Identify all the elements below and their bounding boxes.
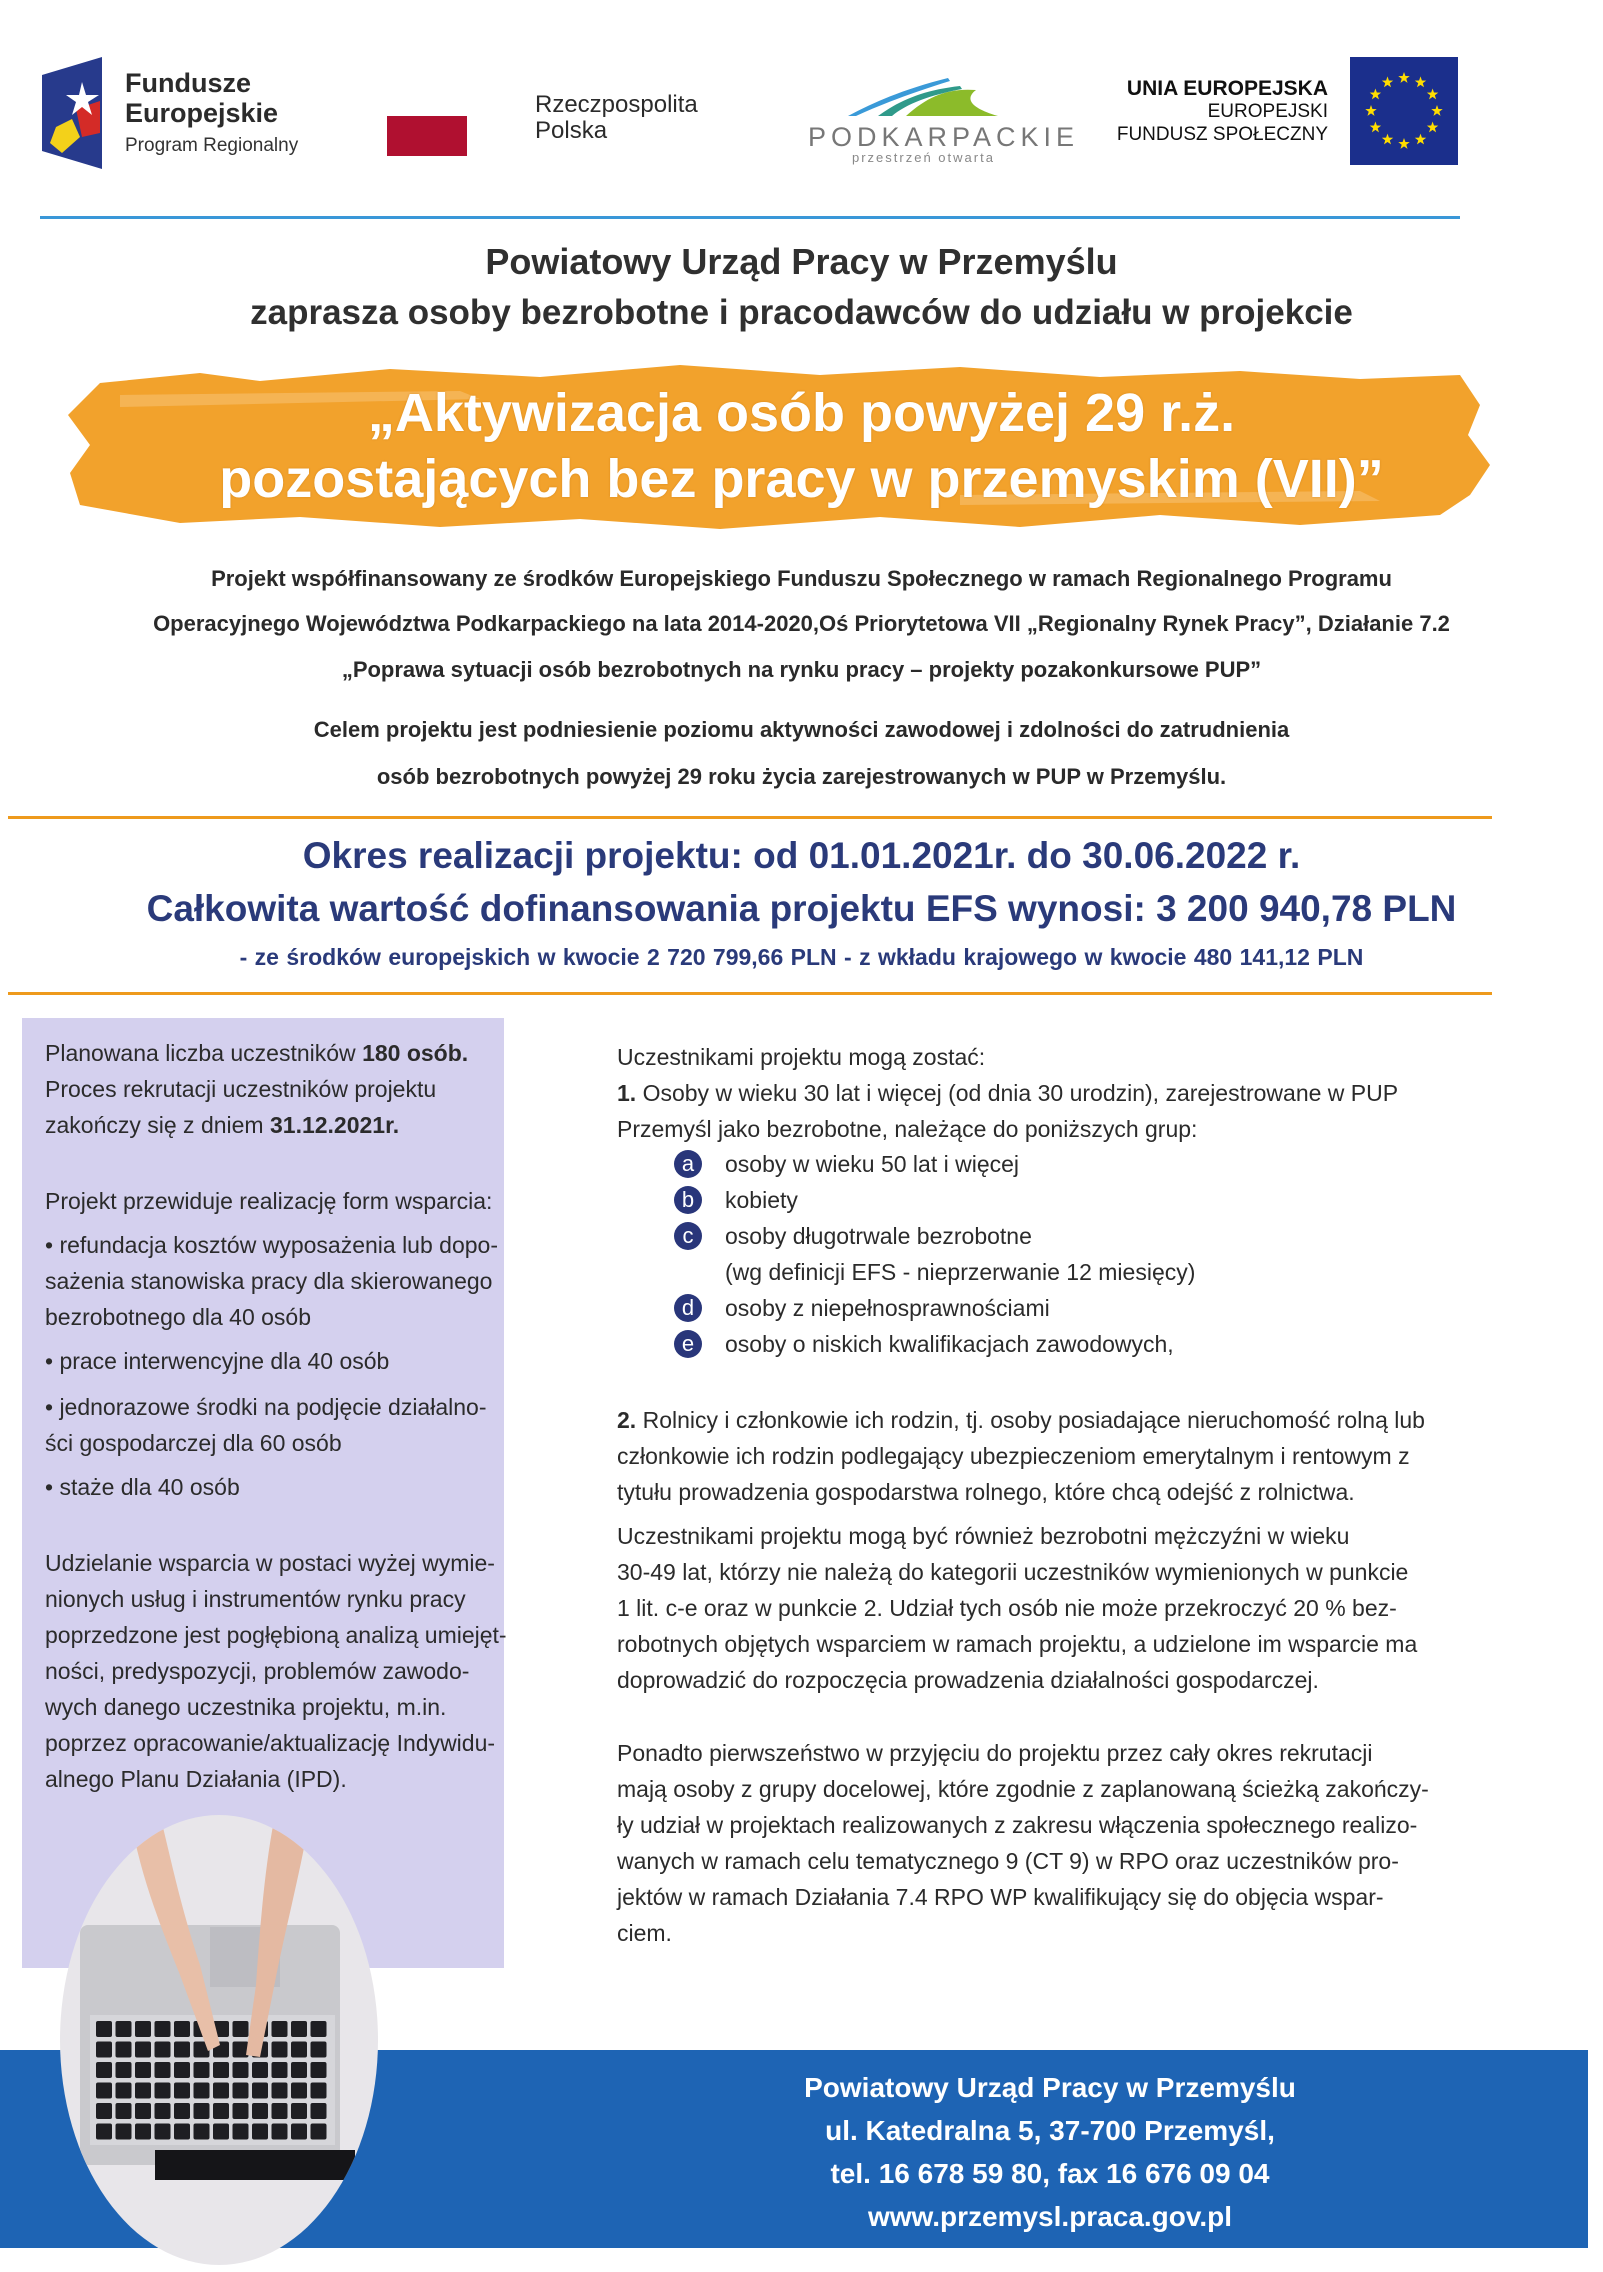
- support-line1: Udzielanie wsparcia w postaci wyżej wymie-: [45, 1550, 495, 1576]
- bullet-1-line3: bezrobotnego dla 40 osób: [45, 1304, 311, 1330]
- keyboard-key-icon: [116, 2103, 132, 2119]
- rp-line1: Rzeczpospolita: [535, 91, 698, 118]
- support-line5: wych danego uczestnika projektu, m.in.: [45, 1694, 447, 1720]
- point-1-line1: [617, 1082, 1577, 1105]
- keyboard-key-icon: [174, 2042, 190, 2058]
- keyboard-key-icon: [96, 2021, 112, 2037]
- keyboard-key-icon: [311, 2062, 327, 2078]
- keyboard-key-icon: [311, 2083, 327, 2099]
- priority-paragraph-line3: ły udział w projektach realizowanych z zakresu włączenia społecznego realizo-: [617, 1812, 1418, 1838]
- recruitment-line1: Proces rekrutacji uczestników projektu: [45, 1076, 437, 1102]
- keyboard-key-icon: [135, 2042, 151, 2058]
- eu-star-icon: [1431, 105, 1442, 116]
- keyboard-key-icon: [291, 2062, 307, 2078]
- invitation-line1: Powiatowy Urząd Pracy w Przemyślu: [485, 241, 1118, 282]
- keyboard-key-icon: [311, 2042, 327, 2058]
- recruit-prefix: zakończy się z dniem: [45, 1112, 270, 1138]
- keyboard-key-icon: [252, 2124, 268, 2140]
- keyboard-key-icon: [174, 2062, 190, 2078]
- bullet-3-line1: • jednorazowe środki na podjęcie działalno-: [45, 1394, 487, 1420]
- group-b-text: kobiety: [725, 1187, 798, 1213]
- keyboard-key-icon: [252, 2062, 268, 2078]
- financing-line1: Projekt współfinansowany ze środków Europejskiego Funduszu Społecznego w ramach Regionalnego Programu: [211, 566, 1392, 591]
- group-d-text: osoby z niepełnosprawnościami: [725, 1295, 1050, 1321]
- priority-paragraph-line2: mają osoby z grupy docelowej, które zgodnie z zaplanowaną ścieżką zakończy-: [617, 1776, 1429, 1802]
- keyboard-key-icon: [116, 2083, 132, 2099]
- group-a-text: osoby w wieku 50 lat i więcej: [725, 1151, 1020, 1177]
- group-c-text: osoby długotrwale bezrobotne: [725, 1223, 1032, 1249]
- keyboard-key-icon: [96, 2124, 112, 2140]
- group-d-badge: [674, 1294, 702, 1322]
- keyboard-key-icon: [272, 2062, 288, 2078]
- keyboard-key-icon: [155, 2103, 171, 2119]
- letter-e-icon: e: [674, 1330, 702, 1358]
- eu-star-icon: [1415, 134, 1426, 145]
- recruitment-line2: [45, 1114, 605, 1137]
- keyboard-key-icon: [96, 2042, 112, 2058]
- point-2-line1: [617, 1409, 1577, 1432]
- fe-line3: Program Regionalny: [125, 135, 299, 156]
- bullet-4: • staże dla 40 osób: [45, 1474, 240, 1500]
- point-2-line2: członkowie ich rodzin podlegający ubezpieczeniom emerytalnym i rentowym z: [617, 1443, 1410, 1469]
- point-1-text: Osoby w wieku 30 lat i więcej (od dnia 30 urodzin), zarejestrowane w PUP: [636, 1080, 1399, 1106]
- eu-star-icon: [1365, 105, 1376, 116]
- eu-star-icon: [1382, 134, 1393, 145]
- bullet-1-line1: • refundacja kosztów wyposażenia lub dopo-: [45, 1232, 498, 1258]
- financing-line3: „Poprawa sytuacji osób bezrobotnych na rynku pracy – projekty pozakonkursowe PUP”: [341, 657, 1262, 682]
- keyboard-key-icon: [135, 2103, 151, 2119]
- keyboard-key-icon: [272, 2021, 288, 2037]
- keyboard-key-icon: [96, 2083, 112, 2099]
- keyboard-key-icon: [135, 2062, 151, 2078]
- eu-star-icon: [1427, 122, 1438, 133]
- ue-line2: EUROPEJSKI: [1207, 101, 1328, 123]
- support-line6: poprzez opracowanie/aktualizację Indywidu-: [45, 1730, 496, 1756]
- planned-participants: [45, 1042, 605, 1065]
- fundusze-europejskie-logo-icon: [42, 57, 102, 169]
- keyboard-key-icon: [213, 2124, 229, 2140]
- keyboard-key-icon: [116, 2021, 132, 2037]
- project-title-line1: „Aktywizacja osób powyżej 29 r.ż.: [367, 383, 1236, 443]
- podkarpackie-name: PODKARPACKIE: [808, 122, 1080, 152]
- keyboard-key-icon: [155, 2124, 171, 2140]
- men-paragraph-line4: robotnych objętych wsparciem w ramach projektu, a udzielone im wsparcie ma: [617, 1631, 1418, 1657]
- fe-line2: Europejskie: [125, 98, 279, 128]
- keyboard-key-icon: [155, 2062, 171, 2078]
- keyboard-key-icon: [155, 2042, 171, 2058]
- bullet-3-line2: ści gospodarczej dla 60 osób: [45, 1430, 342, 1456]
- keyboard-key-icon: [116, 2062, 132, 2078]
- keyboard-key-icon: [291, 2042, 307, 2058]
- keyboard-key-icon: [213, 2083, 229, 2099]
- rp-line2: Polska: [535, 117, 608, 144]
- support-line7: alnego Planu Działania (IPD).: [45, 1766, 347, 1792]
- invitation-line2: zaprasza osoby bezrobotne i pracodawców do udziału w projekcie: [250, 293, 1353, 332]
- point-2-text: Rolnicy i członkowie ich rodzin, tj. osoby posiadające nieruchomość rolną lub: [636, 1407, 1425, 1433]
- keyboard-key-icon: [96, 2103, 112, 2119]
- bullet-1-line2: sażenia stanowiska pracy dla skierowanego: [45, 1268, 493, 1294]
- eu-flag-icon: [1350, 57, 1458, 165]
- project-total-value: Całkowita wartość dofinansowania projektu EFS wynosi: 3 200 940,78 PLN: [146, 888, 1457, 929]
- keyboard-key-icon: [272, 2042, 288, 2058]
- keyboard-key-icon: [311, 2021, 327, 2037]
- letter-c-icon: c: [674, 1222, 702, 1250]
- keyboard-key-icon: [233, 2062, 249, 2078]
- summary-divider-bottom: [8, 992, 1492, 995]
- project-value-breakdown: - ze środków europejskich w kwocie 2 720 799,66 PLN - z wkładu krajowego w kwocie 480 141,12 PLN: [239, 944, 1364, 970]
- keyboard-key-icon: [155, 2021, 171, 2037]
- forms-heading: Projekt przewiduje realizację form wsparcia:: [45, 1188, 493, 1214]
- keyboard-key-icon: [194, 2062, 210, 2078]
- unia-europejska-text: [1060, 76, 1328, 147]
- eu-star-icon: [1382, 76, 1393, 87]
- podkarpackie-swoosh-icon: [848, 70, 998, 118]
- keyboard-key-icon: [291, 2103, 307, 2119]
- keyboard-key-icon: [96, 2062, 112, 2078]
- keyboard-key-icon: [155, 2083, 171, 2099]
- point-2-number: 2.: [617, 1407, 637, 1433]
- priority-paragraph-line4: wanych w ramach celu tematycznego 9 (CT 9) w RPO oraz uczestników pro-: [617, 1848, 1399, 1874]
- bullet-2: • prace interwencyjne dla 40 osób: [45, 1348, 390, 1374]
- eu-star-icon: [1398, 138, 1409, 149]
- keyboard-key-icon: [272, 2083, 288, 2099]
- eu-star-icon: [1398, 72, 1409, 83]
- group-a-badge: [674, 1150, 702, 1178]
- keyboard-key-icon: [233, 2103, 249, 2119]
- priority-paragraph-line1: Ponadto pierwszeństwo w przyjęciu do projektu przez cały okres rekrutacji: [617, 1740, 1373, 1766]
- group-e-badge: [674, 1330, 702, 1358]
- recruit-date: 31.12.2021r.: [269, 1112, 400, 1138]
- men-paragraph-line3: 1 lit. c-e oraz w punkcie 2. Udział tych osób nie może przekroczyć 20 % bez-: [617, 1595, 1397, 1621]
- participants-heading: Uczestnikami projektu mogą zostać:: [617, 1044, 986, 1070]
- keyboard-key-icon: [252, 2083, 268, 2099]
- polish-flag-icon: [387, 116, 467, 156]
- keyboard-key-icon: [135, 2124, 151, 2140]
- group-e-text: osoby o niskich kwalifikacjach zawodowych,: [725, 1331, 1174, 1357]
- project-title-line2: pozostających bez pracy w przemyskim (VII)”: [219, 449, 1384, 509]
- eu-star-icon: [1415, 76, 1426, 87]
- group-b-badge: [674, 1186, 702, 1214]
- point-2-line3: tytułu prowadzenia gospodarstwa rolnego, które chcą odejść z rolnictwa.: [617, 1479, 1355, 1505]
- letter-b-icon: b: [674, 1186, 702, 1214]
- keyboard-key-icon: [213, 2062, 229, 2078]
- podkarpackie-tagline: przestrzeń otwarta: [852, 150, 995, 165]
- keyboard-key-icon: [194, 2103, 210, 2119]
- laptop-hands-photo: [60, 1815, 378, 2265]
- keyboard-key-icon: [213, 2103, 229, 2119]
- keyboard-key-icon: [174, 2124, 190, 2140]
- keyboard-key-icon: [135, 2021, 151, 2037]
- planned-prefix: Planowana liczba uczestników: [45, 1040, 363, 1066]
- group-c-extra: (wg definicji EFS - nieprzerwanie 12 miesięcy): [725, 1259, 1196, 1285]
- header-divider: [40, 216, 1460, 219]
- keyboard-key-icon: [194, 2083, 210, 2099]
- support-line4: ności, predyspozycji, problemów zawodo-: [45, 1658, 470, 1684]
- letter-a-icon: a: [674, 1150, 702, 1178]
- laptop-illustration-icon: [60, 1815, 378, 2265]
- point-1-line2: Przemyśl jako bezrobotne, należące do poniższych grup:: [617, 1116, 1198, 1142]
- eu-star-icon: [1370, 122, 1381, 133]
- rzeczpospolita-text: [535, 92, 698, 144]
- keyboard-key-icon: [272, 2103, 288, 2119]
- keyboard-key-icon: [311, 2103, 327, 2119]
- letter-d-icon: d: [674, 1294, 702, 1322]
- summary-divider-top: [8, 816, 1492, 819]
- keyboard-key-icon: [233, 2083, 249, 2099]
- keyboard-key-icon: [291, 2021, 307, 2037]
- financing-line2: Operacyjnego Województwa Podkarpackiego na lata 2014-2020,Oś Priorytetowa VII „Regionalny Rynek Pracy”, Działanie 7.2: [153, 611, 1450, 636]
- eu-star-icon: [1370, 89, 1381, 100]
- keyboard-key-icon: [233, 2124, 249, 2140]
- footer-phone-fax: tel. 16 678 59 80, fax 16 676 09 04: [830, 2158, 1270, 2189]
- men-paragraph-line2: 30-49 lat, którzy nie należą do kategorii uczestników wymienionych w punkcie: [617, 1559, 1409, 1585]
- support-line3: poprzedzone jest pogłębioną analizą umiejęt-: [45, 1622, 507, 1648]
- keyboard-key-icon: [194, 2124, 210, 2140]
- goal-line1: Celem projektu jest podniesienie poziomu aktywności zawodowej i zdolności do zatrudnienia: [313, 717, 1290, 742]
- men-paragraph-line1: Uczestnikami projektu mogą być również bezrobotni mężczyźni w wieku: [617, 1523, 1350, 1549]
- keyboard-key-icon: [291, 2124, 307, 2140]
- keyboard-key-icon: [272, 2124, 288, 2140]
- ue-line1: UNIA EUROPEJSKA: [1126, 77, 1328, 100]
- keyboard-key-icon: [311, 2124, 327, 2140]
- eu-star-icon: [1427, 89, 1438, 100]
- keyboard-key-icon: [135, 2083, 151, 2099]
- group-c-badge: [674, 1222, 702, 1250]
- keyboard-key-icon: [174, 2083, 190, 2099]
- planned-value: 180 osób.: [362, 1040, 469, 1066]
- keyboard-key-icon: [174, 2021, 190, 2037]
- project-period: Okres realizacji projektu: od 01.01.2021r. do 30.06.2022 r.: [302, 835, 1301, 876]
- priority-paragraph-line5: jektów w ramach Działania 7.4 RPO WP kwalifikujący się do objęcia wspar-: [617, 1884, 1384, 1910]
- footer-address: ul. Katedralna 5, 37-700 Przemyśl,: [825, 2115, 1275, 2146]
- fe-line1: Fundusze: [125, 68, 251, 98]
- keyboard-key-icon: [174, 2103, 190, 2119]
- footer-website-link[interactable]: www.przemysl.praca.gov.pl: [867, 2201, 1233, 2232]
- goal-line2: osób bezrobotnych powyżej 29 roku życia zarejestrowanych w PUP w Przemyślu.: [376, 764, 1227, 789]
- support-line2: nionych usług i instrumentów rynku pracy: [45, 1586, 466, 1612]
- keyboard-key-icon: [291, 2083, 307, 2099]
- keyboard-key-icon: [252, 2103, 268, 2119]
- keyboard-key-icon: [116, 2124, 132, 2140]
- ue-line3: FUNDUSZ SPOŁECZNY: [1116, 123, 1328, 145]
- point-1-number: 1.: [617, 1080, 637, 1106]
- priority-paragraph-line6: ciem.: [617, 1920, 672, 1946]
- keyboard-key-icon: [233, 2021, 249, 2037]
- keyboard-key-icon: [116, 2042, 132, 2058]
- fundusze-europejskie-text: [125, 70, 298, 155]
- keyboard-key-icon: [233, 2042, 249, 2058]
- men-paragraph-line5: doprowadzić do rozpoczęcia prowadzenia działalności gospodarczej.: [617, 1667, 1319, 1693]
- footer-office-name: Powiatowy Urząd Pracy w Przemyślu: [804, 2072, 1296, 2103]
